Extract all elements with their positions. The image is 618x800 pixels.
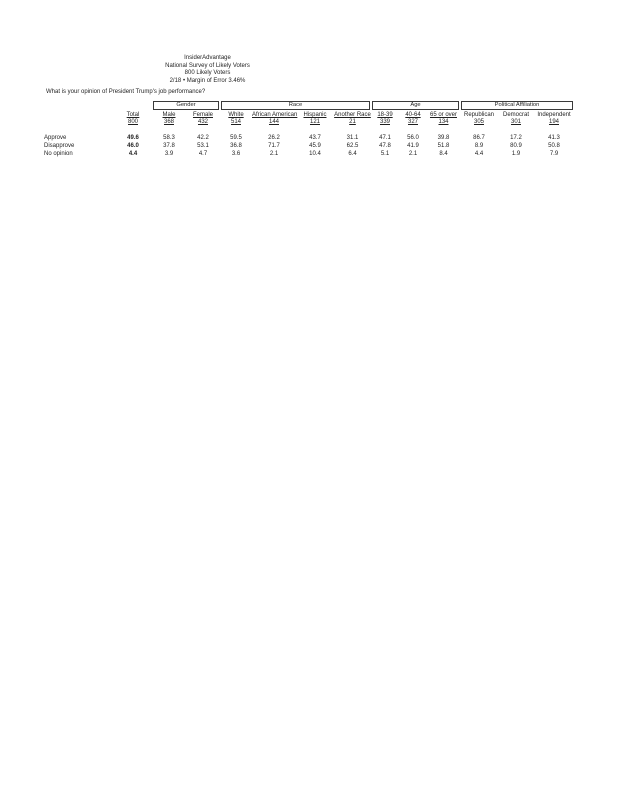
count-republican: 305 — [473, 119, 484, 125]
count-female: 432 — [197, 119, 208, 125]
value-40-64: 56.0 — [407, 135, 419, 141]
survey-question: What is your opinion of President Trump's job performance? — [46, 89, 206, 95]
value-another-race: 31.1 — [346, 135, 359, 141]
row-label: Approve — [44, 135, 67, 141]
group-gender: Gender — [153, 101, 219, 110]
value-male: 3.9 — [164, 151, 174, 157]
value-female: 42.2 — [197, 135, 209, 141]
value-total: 49.6 — [127, 135, 139, 141]
value-white: 36.8 — [230, 143, 242, 149]
count-democrat: 301 — [510, 119, 521, 125]
value-40-64: 2.1 — [408, 151, 418, 157]
group-race: Race — [221, 101, 370, 110]
value-independent: 7.9 — [549, 151, 559, 157]
survey-title: National Survey of Likely Voters — [165, 62, 250, 69]
count-total: 800 — [127, 119, 138, 125]
table-row-approve — [44, 133, 574, 141]
value-65-or-over: 39.8 — [437, 135, 450, 141]
date-margin-of-error: 2/18 • Margin of Error 3.46% — [169, 77, 246, 84]
value-male: 37.8 — [163, 143, 175, 149]
count-hispanic: 121 — [309, 119, 320, 125]
value-republican: 4.4 — [474, 151, 484, 157]
count-another-race: 21 — [349, 119, 356, 125]
value-hispanic: 10.4 — [309, 151, 321, 157]
count-african-american: 144 — [268, 119, 279, 125]
col-header-republican: Republican — [463, 112, 495, 118]
table-row-disapprove — [44, 141, 574, 149]
row-label: No opinion — [44, 151, 73, 157]
value-independent: 50.8 — [548, 143, 560, 149]
value-democrat: 80.9 — [510, 143, 522, 149]
value-independent: 41.3 — [548, 135, 560, 141]
value-65-or-over: 51.8 — [437, 143, 450, 149]
group-political-affiliation: Political Affiliation — [461, 101, 573, 110]
value-total: 4.4 — [128, 151, 138, 157]
col-header-female: Female — [192, 112, 213, 118]
col-header-independent: Independent — [537, 112, 571, 118]
value-republican: 8.9 — [474, 143, 484, 149]
group-age: Age — [372, 101, 459, 110]
count-independent: 194 — [548, 119, 559, 125]
value-african-american: 26.2 — [268, 135, 280, 141]
col-header-65-or-over: 65 or over — [429, 112, 457, 118]
col-header-another-race: Another Race — [334, 112, 371, 118]
table-row-no-opinion — [44, 149, 574, 157]
value-40-64: 41.9 — [407, 143, 419, 149]
value-white: 59.5 — [230, 135, 242, 141]
col-header-male: Male — [162, 112, 176, 118]
value-democrat: 1.9 — [511, 151, 521, 157]
value-total: 46.0 — [127, 143, 139, 149]
count-65-or-over: 134 — [438, 119, 449, 125]
document-header — [40, 55, 375, 85]
count-male: 368 — [163, 119, 174, 125]
value-republican: 86.7 — [473, 135, 485, 141]
col-header-40-64: 40-64 — [405, 112, 421, 118]
value-african-american: 2.1 — [269, 151, 279, 157]
col-header-hispanic: Hispanic — [303, 112, 327, 118]
value-female: 53.1 — [197, 143, 209, 149]
value-another-race: 6.4 — [348, 151, 357, 157]
col-header-white: White — [228, 112, 244, 118]
results-table — [44, 101, 574, 157]
value-18-39: 47.1 — [379, 135, 391, 141]
sample-count-row — [44, 119, 574, 125]
value-female: 4.7 — [198, 151, 208, 157]
col-header-democrat: Democrat — [502, 112, 529, 118]
value-hispanic: 45.9 — [309, 143, 321, 149]
count-white: 514 — [230, 119, 241, 125]
value-african-american: 71.7 — [268, 143, 280, 149]
organization-name: InsiderAdvantage — [184, 55, 231, 61]
value-white: 3.6 — [231, 151, 241, 157]
count-18-39: 339 — [379, 119, 390, 125]
group-header-row — [44, 101, 574, 110]
value-hispanic: 43.7 — [309, 135, 321, 141]
value-male: 58.3 — [163, 135, 175, 141]
col-header-african-american: African American — [252, 112, 298, 118]
sample-size: 800 Likely Voters — [184, 70, 231, 77]
row-label: Disapprove — [44, 143, 75, 149]
col-header-18-39: 18-39 — [377, 112, 393, 118]
col-header-total: Total — [126, 112, 140, 118]
value-democrat: 17.2 — [510, 135, 522, 141]
value-18-39: 47.8 — [379, 143, 391, 149]
column-header-row — [44, 112, 574, 118]
count-40-64: 327 — [407, 119, 418, 125]
data-rows — [44, 133, 574, 157]
value-65-or-over: 8.4 — [439, 151, 448, 157]
value-another-race: 62.5 — [346, 143, 359, 149]
value-18-39: 5.1 — [380, 151, 390, 157]
